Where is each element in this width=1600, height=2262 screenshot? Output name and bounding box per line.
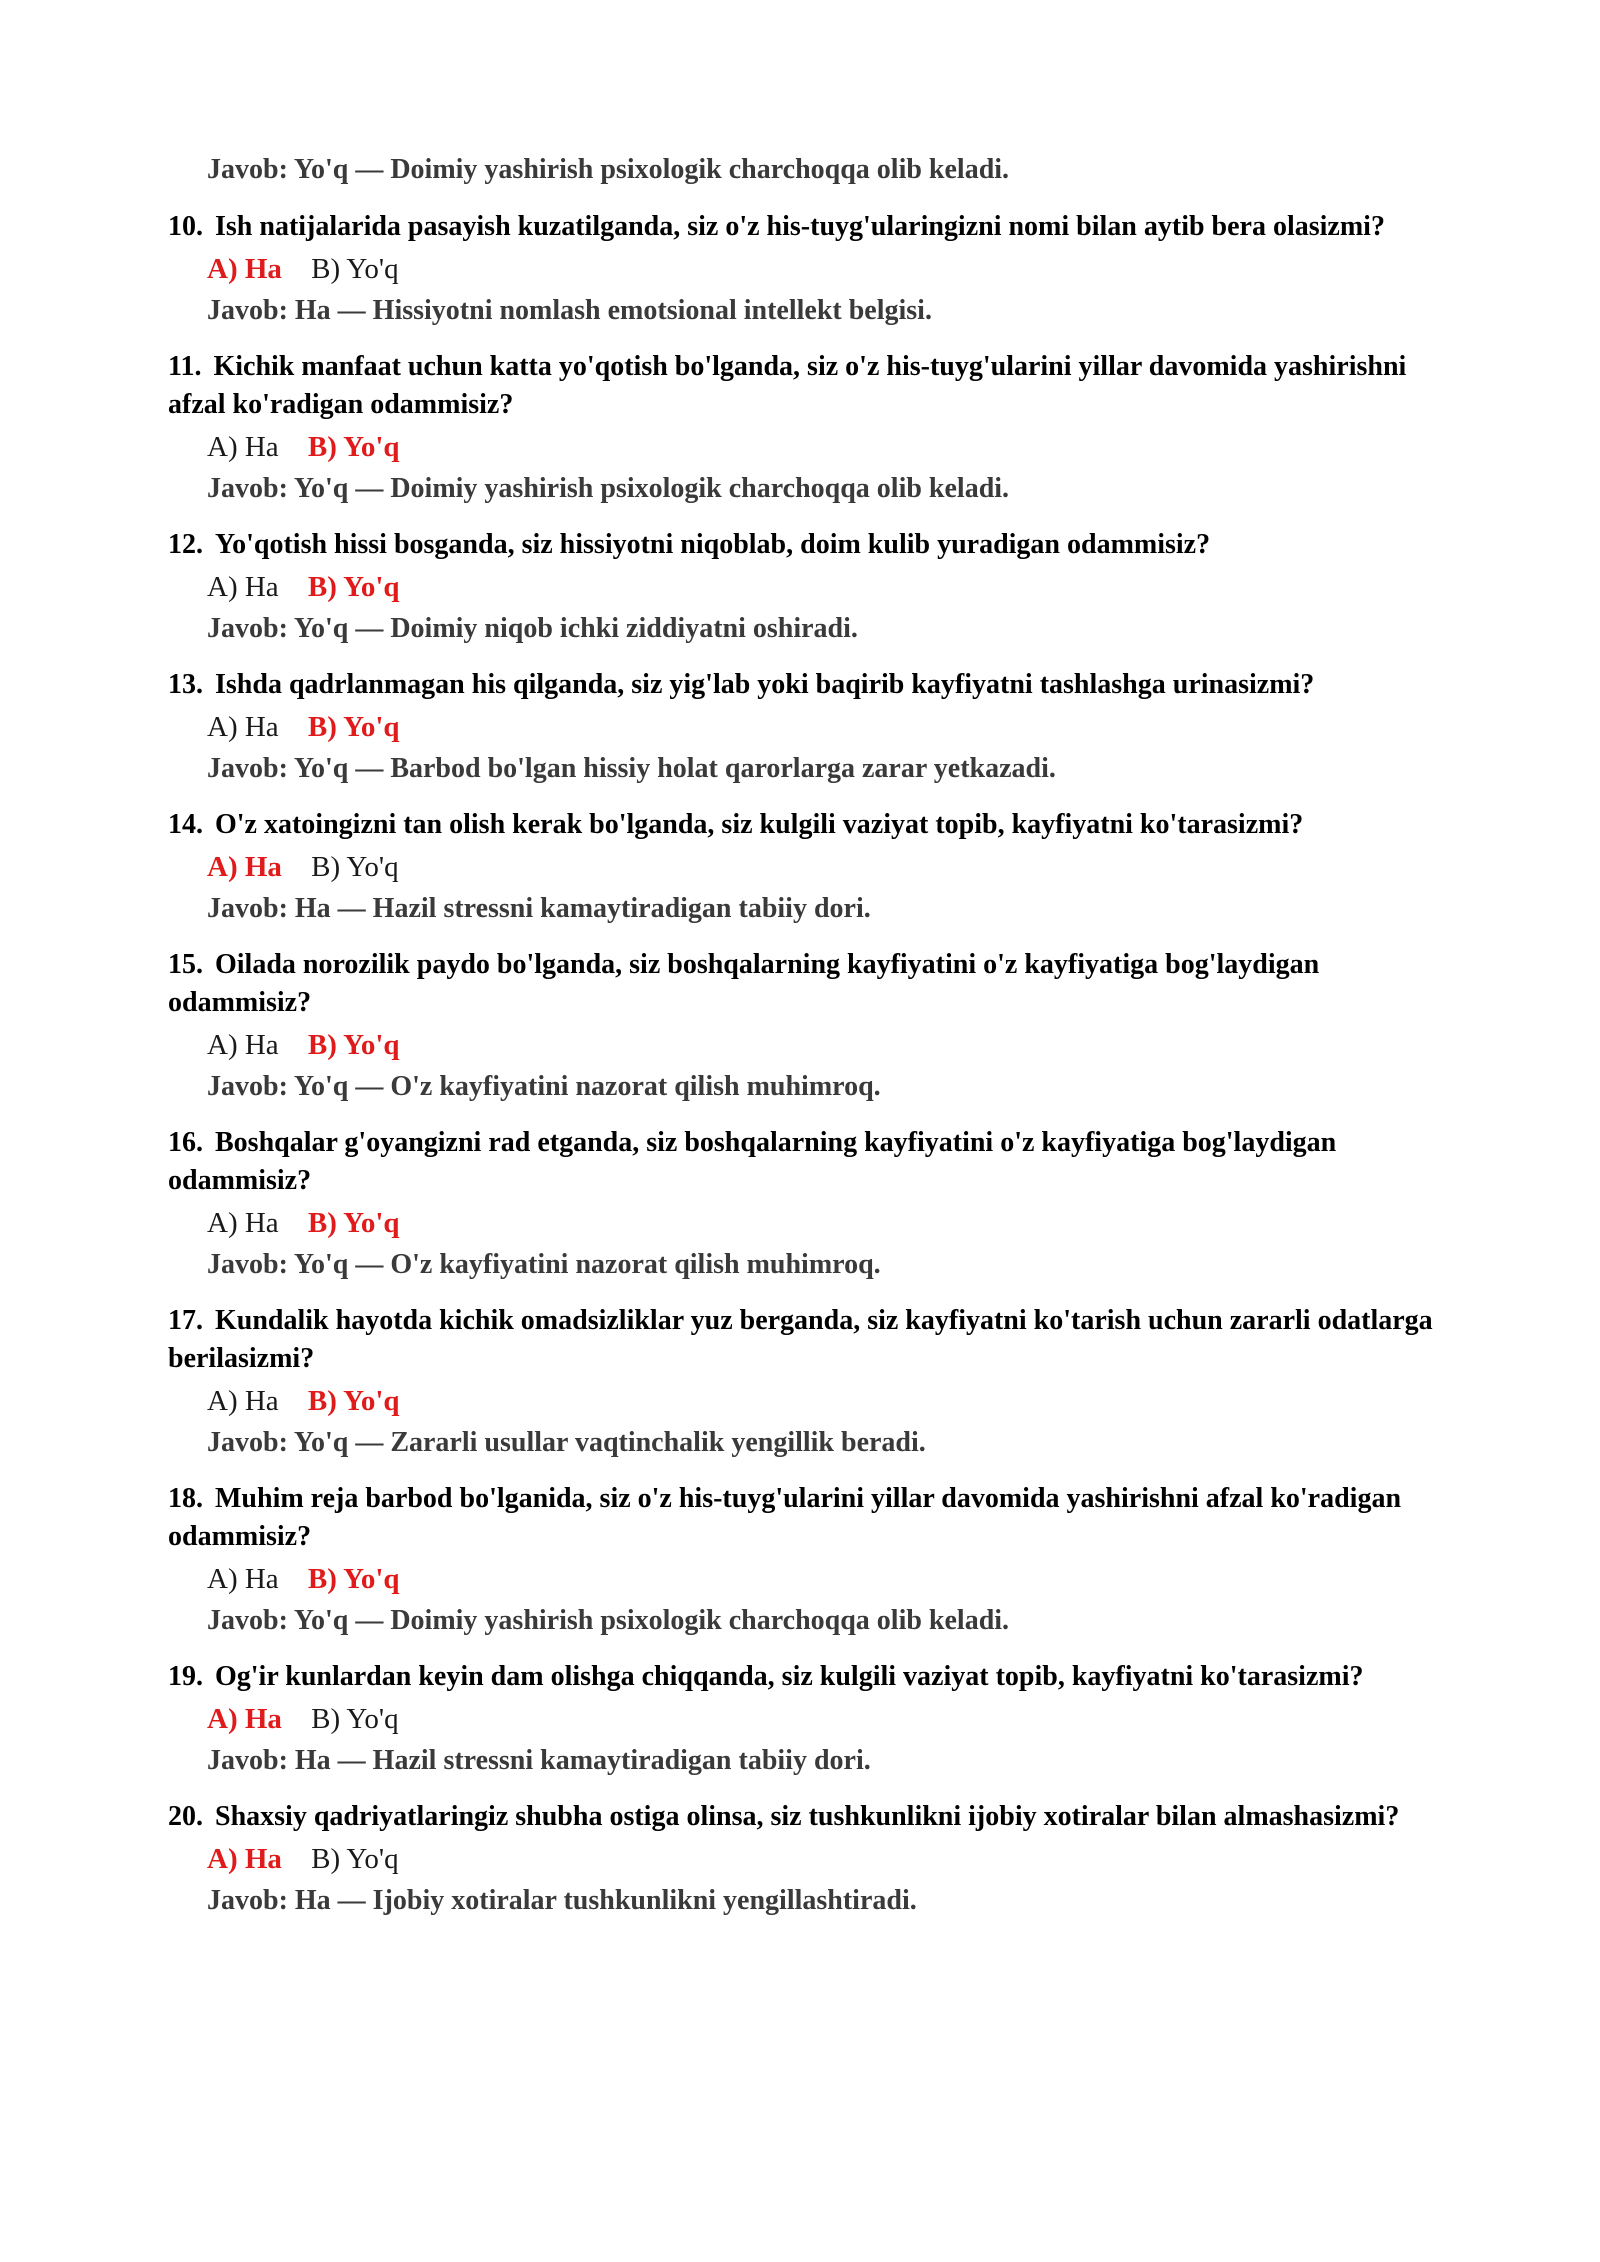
- option-a: A) Ha: [207, 711, 279, 743]
- option-a: A) Ha: [207, 571, 279, 603]
- question-body: Yo'qotish hissi bosganda, siz hissiyotni niqoblab, doim kulib yuradigan odammisiz?: [215, 529, 1211, 560]
- answer-line-previous: Javob: Yo'q — Doimiy yashirish psixologik charchoqqa olib keladi.: [207, 154, 1010, 185]
- question-list: [168, 208, 1438, 1938]
- options-row: [207, 1024, 1438, 1066]
- option-a: A) Ha: [207, 1843, 282, 1875]
- question-number: 20.: [168, 1801, 203, 1832]
- question-text: [168, 1302, 1438, 1378]
- option-b: B) Yo'q: [311, 851, 399, 883]
- answer-line: Javob: Yo'q — O'z kayfiyatini nazorat qilish muhimroq.: [207, 1071, 881, 1102]
- option-b: B) Yo'q: [307, 571, 400, 603]
- question-text: [168, 1480, 1438, 1556]
- question-item-16: [168, 1124, 1438, 1286]
- question-item-18: [168, 1480, 1438, 1642]
- question-number: 11.: [168, 351, 202, 382]
- answer-line: Javob: Yo'q — Doimiy niqob ichki ziddiyatni oshiradi.: [207, 613, 858, 644]
- question-number: 16.: [168, 1127, 203, 1158]
- question-body: Muhim reja barbod bo'lganida, siz o'z his-tuyg'ularini yillar davomida yashirishni afzal ko'radigan odammisiz?: [168, 1483, 1402, 1552]
- question-number: 17.: [168, 1305, 203, 1336]
- question-item-12: [168, 526, 1438, 650]
- option-b: B) Yo'q: [307, 711, 400, 743]
- answer-line: Javob: Yo'q — Doimiy yashirish psixologik charchoqqa olib keladi.: [207, 473, 1010, 504]
- option-a: A) Ha: [207, 1563, 279, 1595]
- question-number: 19.: [168, 1661, 203, 1692]
- options-row: [207, 1380, 1438, 1422]
- option-a: A) Ha: [207, 1703, 282, 1735]
- question-text: [168, 1124, 1438, 1200]
- question-text: [168, 666, 1438, 704]
- question-body: Kichik manfaat uchun katta yo'qotish bo'lganda, siz o'z his-tuyg'ularini yillar davomida yashirishni afzal ko'radigan odammisiz?: [168, 351, 1407, 420]
- question-text: [168, 526, 1438, 564]
- option-a: A) Ha: [207, 1385, 279, 1417]
- question-body: Og'ir kunlardan keyin dam olishga chiqqanda, siz kulgili vaziyat topib, kayfiyatni ko'tarasizmi?: [215, 1661, 1364, 1692]
- options-row: [207, 846, 1438, 888]
- question-number: 12.: [168, 529, 203, 560]
- question-number: 14.: [168, 809, 203, 840]
- options-row: [207, 566, 1438, 608]
- answer-line: Javob: Yo'q — Barbod bo'lgan hissiy holat qarorlarga zarar yetkazadi.: [207, 753, 1056, 784]
- question-number: 15.: [168, 949, 203, 980]
- question-body: Ish natijalarida pasayish kuzatilganda, siz o'z his-tuyg'ularingizni nomi bilan aytib bera olasizmi?: [215, 211, 1385, 242]
- option-b: B) Yo'q: [307, 1029, 400, 1061]
- question-item-14: [168, 806, 1438, 930]
- question-item-15: [168, 946, 1438, 1108]
- answer-line: Javob: Ha — Hazil stressni kamaytiradigan tabiiy dori.: [207, 893, 871, 924]
- answer-line: Javob: Yo'q — Doimiy yashirish psixologik charchoqqa olib keladi.: [207, 1605, 1010, 1636]
- question-number: 10.: [168, 211, 203, 242]
- option-a: A) Ha: [207, 431, 279, 463]
- question-number: 18.: [168, 1483, 203, 1514]
- options-row: [207, 706, 1438, 748]
- option-b: B) Yo'q: [307, 1563, 400, 1595]
- option-b: B) Yo'q: [311, 1703, 399, 1735]
- option-a: A) Ha: [207, 1207, 279, 1239]
- options-row: [207, 248, 1438, 290]
- question-item-19: [168, 1658, 1438, 1782]
- option-a: A) Ha: [207, 851, 282, 883]
- options-row: [207, 426, 1438, 468]
- question-body: Boshqalar g'oyangizni rad etganda, siz boshqalarning kayfiyatini o'z kayfiyatiga bog'laydigan odammisiz?: [168, 1127, 1337, 1196]
- options-row: [207, 1838, 1438, 1880]
- question-body: O'z xatoingizni tan olish kerak bo'lganda, siz kulgili vaziyat topib, kayfiyatni ko'tarasizmi?: [215, 809, 1304, 840]
- question-item-10: [168, 208, 1438, 332]
- question-body: Kundalik hayotda kichik omadsizliklar yuz berganda, siz kayfiyatni ko'tarish uchun zararli odatlarga berilasizmi?: [168, 1305, 1433, 1374]
- options-row: [207, 1202, 1438, 1244]
- question-text: [168, 208, 1438, 246]
- options-row: [207, 1698, 1438, 1740]
- question-number: 13.: [168, 669, 203, 700]
- answer-line: Javob: Yo'q — Zararli usullar vaqtinchalik yengillik beradi.: [207, 1427, 926, 1458]
- option-b: B) Yo'q: [311, 1843, 399, 1875]
- question-text: [168, 946, 1438, 1022]
- question-text: [168, 806, 1438, 844]
- question-body: Oilada norozilik paydo bo'lganda, siz boshqalarning kayfiyatini o'z kayfiyatiga bog'laydigan odammisiz?: [168, 949, 1320, 1018]
- question-body: Shaxsiy qadriyatlaringiz shubha ostiga olinsa, siz tushkunlikni ijobiy xotiralar bilan almashasizmi?: [215, 1801, 1400, 1832]
- question-item-11: [168, 348, 1438, 510]
- question-text: [168, 1658, 1438, 1696]
- option-b: B) Yo'q: [307, 431, 400, 463]
- answer-line: Javob: Ha — Hazil stressni kamaytiradigan tabiiy dori.: [207, 1745, 871, 1776]
- question-text: [168, 348, 1438, 424]
- option-a: A) Ha: [207, 1029, 279, 1061]
- option-b: B) Yo'q: [307, 1385, 400, 1417]
- question-item-17: [168, 1302, 1438, 1464]
- answer-line: Javob: Ha — Ijobiy xotiralar tushkunlikni yengillashtiradi.: [207, 1885, 917, 1916]
- answer-line: Javob: Ha — Hissiyotni nomlash emotsional intellekt belgisi.: [207, 295, 932, 326]
- question-item-13: [168, 666, 1438, 790]
- option-b: B) Yo'q: [307, 1207, 400, 1239]
- options-row: [207, 1558, 1438, 1600]
- option-a: A) Ha: [207, 253, 282, 285]
- question-item-20: [168, 1798, 1438, 1922]
- question-text: [168, 1798, 1438, 1836]
- question-body: Ishda qadrlanmagan his qilganda, siz yig'lab yoki baqirib kayfiyatni tashlashga urinasizmi?: [215, 669, 1315, 700]
- answer-line: Javob: Yo'q — O'z kayfiyatini nazorat qilish muhimroq.: [207, 1249, 881, 1280]
- option-b: B) Yo'q: [311, 253, 399, 285]
